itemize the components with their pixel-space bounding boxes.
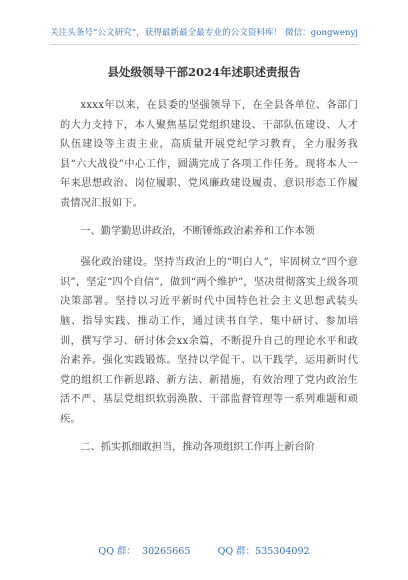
footer-contact: QQ 群： 30265665 QQ 群：535304092 — [98, 546, 310, 557]
section-2-heading: 二、抓实抓细敢担当，推动各项组织工作再上新台阶 — [80, 441, 315, 453]
document-body — [60, 96, 358, 469]
document-title: 县处级领导干部2024年述职述责报告 — [107, 65, 301, 79]
section-1-paragraph: 强化政治建设。坚持当政治上的“明白人”，牢固树立“四个意识”，坚定“四个自信”，做到“两个维护”，坚决贯彻落实上级各项决策部署。坚持以习近平新时代中国特色社会主义思想武装头脑、指导实践、推动工作，通过读书自学、集中研讨、参加培训，撰写学习、研讨体会xx余篇，不断提升自己的理论水平和政治素养。强化实践锻炼。坚持以学促干、以干践学，运用新时代党的组织工作新思路、新方法、新措施，有效治理了党内政治生活不严、基层党组织软弱涣散、干部监督管理等一系列难题和顽疾。 — [60, 257, 358, 425]
intro-paragraph: xxxx年以来，在县委的坚强领导下，在全县各单位、各部门的大力支持下，本人聚焦基层党组织建设、干部队伍建设、人才队伍建设等主责主业，高质量开展党纪学习教育，全力服务我县“六大战役”中心工作，圆满完成了各项工作任务。现将本人一年来思想政治、岗位履职、党风廉政建设履责、意识形态工作履责情况汇报如下。 — [60, 100, 358, 209]
header-divider — [50, 44, 358, 45]
header-banner: 关注头条号“公文研究”，获得最新最全最专业的公文资料库！ 微信：gongwenyj — [50, 28, 358, 38]
section-1-heading: 一、勤学勤思讲政治，不断锤炼政治素养和工作本领 — [80, 225, 315, 237]
